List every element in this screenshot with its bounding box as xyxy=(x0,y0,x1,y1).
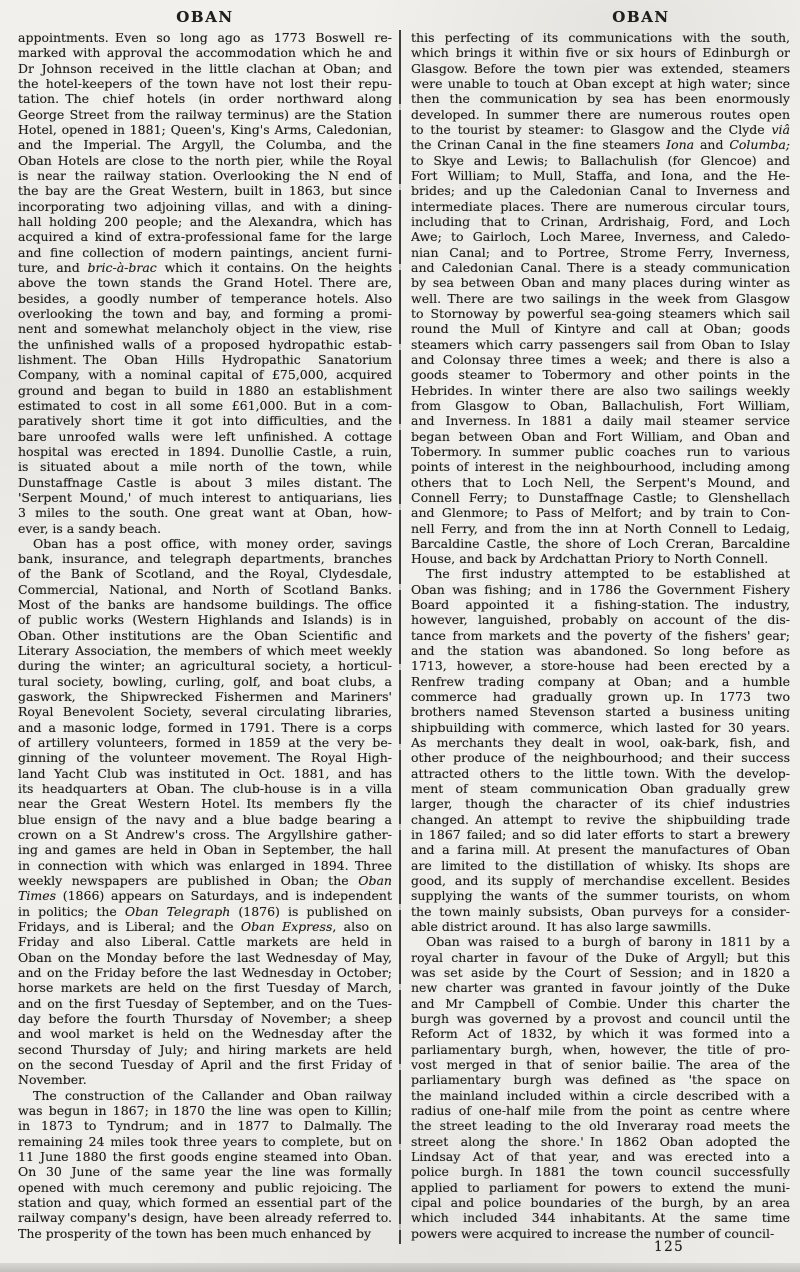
text-line: other produce of the neighbourhood; and their success xyxy=(411,750,790,766)
text-line: Dunstaffnage Castle is about 3 miles distant. The xyxy=(18,474,392,490)
text-line: Fort William; to Mull, Staffa, and Iona, and the He- xyxy=(411,167,790,183)
text-line: attracted others to the little town. With the develop- xyxy=(411,765,790,781)
text-line: powers were acquired to increase the number of council- xyxy=(411,1225,775,1241)
text-line: of the Bank of Scotland, and the Royal, Clydesdale, xyxy=(18,566,392,582)
text-line: tation. The chief hotels (in order northward along xyxy=(18,91,392,107)
text-line: cipal and police boundaries of the burgh, by an area xyxy=(411,1194,790,1210)
paragraph xyxy=(18,30,392,536)
text-line: Glasgow. Before the town pier was extended, steamers xyxy=(411,60,790,76)
text-line: which included 344 inhabitants. At the same time xyxy=(411,1210,790,1226)
text-line: nent and somewhat melancholy object in the view, rise xyxy=(18,321,392,337)
text-line: well. There are two sailings in the week from Glasgow xyxy=(411,290,790,306)
text-line: however, languished, probably on account of the dis- xyxy=(411,612,790,628)
text-line: land Yacht Club was instituted in Oct. 1881, and has xyxy=(18,765,392,781)
text-line: supplying the wants of the summer tourists, on whom xyxy=(411,888,790,904)
text-line: remaining 24 miles took three years to complete, but on xyxy=(18,1133,392,1149)
text-line: and on the first Tuesday of September, and on the Tues- xyxy=(18,995,392,1011)
text-line: The first industry attempted to be established at xyxy=(426,566,790,582)
right-column xyxy=(411,30,790,1241)
text-line: Hebrides. In winter there are also two sailings weekly xyxy=(411,382,790,398)
text-line: opened with much ceremony and public rejoicing. The xyxy=(18,1179,392,1195)
column-divider xyxy=(399,30,401,1244)
text-line: hospital was erected in 1894. Dunollie Castle, a ruin, xyxy=(18,443,392,459)
text-line: Literary Association, the members of which meet weekly xyxy=(18,643,392,659)
text-line: the town mainly subsists, Oban purveys for a consider- xyxy=(411,903,790,919)
text-line: of artillery volunteers, formed in 1859 at the very be- xyxy=(18,735,392,751)
text-line: the Crinan Canal in the fine steamers Iona and Columba; xyxy=(411,137,790,153)
text-line: its headquarters at Oban. The club-house is in a villa xyxy=(18,781,392,797)
text-line: besides, a goodly number of temperance hotels. Also xyxy=(18,290,392,306)
text-line: and Colonsay three times a week; and there is also a xyxy=(411,351,790,367)
text-line: hall holding 200 people; and the Alexandra, which has xyxy=(18,213,392,229)
text-line: Friday and also Liberal. Cattle markets are held in xyxy=(18,934,392,950)
text-line: applied to parliament for powers to extend the muni- xyxy=(411,1179,790,1195)
text-line: and on the Friday before the last Wednesday in October; xyxy=(18,965,392,981)
text-line: radius of one-half mile from the point as centre where xyxy=(411,1102,790,1118)
text-line: Times (1866) appears on Saturdays, and is independent xyxy=(18,888,392,904)
text-line: vost merged in that of senior bailie. The area of the xyxy=(411,1056,790,1072)
text-line: in connection with which was enlarged in 1894. Three xyxy=(18,857,392,873)
text-line: 11 June 1880 the first goods engine steamed into Oban. xyxy=(18,1148,392,1164)
text-line: day before the fourth Thursday of November; a sheep xyxy=(18,1011,392,1026)
text-line: ever, is a sandy beach. xyxy=(18,520,162,536)
text-line: good, and its supply of merchandise excellent. Besides xyxy=(411,873,790,889)
text-line: nian Canal; and to Portree, Strome Ferry, Inverness, xyxy=(411,244,790,260)
text-line: police burgh. In 1881 the town council successfully xyxy=(411,1164,790,1180)
text-line: to Stornoway by powerful sea-going steamers which sail xyxy=(411,305,790,321)
text-line: from Glasgow to Oban, Ballachulish, Fort William, xyxy=(411,397,790,413)
text-line: was begun in 1867; in 1870 the line was open to Killin; xyxy=(18,1102,392,1118)
paragraph xyxy=(411,566,790,934)
text-line: in 1867 failed; and so did later efforts to start a brewery xyxy=(411,827,790,843)
text-line: street along the shore.' In 1862 Oban adopted the xyxy=(411,1133,790,1149)
text-line: tance from markets and the poverty of the fishers' gear; xyxy=(411,627,790,643)
text-line: and a masonic lodge, formed in 1791. There is a corps xyxy=(18,719,392,735)
text-line: and Glenmore; to Pass of Melfort; and by train to Con- xyxy=(411,505,790,521)
text-line: above the town stands the Grand Hotel. There are, xyxy=(18,275,392,291)
text-line: ture, and bric-à-brac which it contains. On the heights xyxy=(18,259,392,275)
left-column xyxy=(18,30,392,1241)
text-line: and fine collection of modern paintings, ancient furni- xyxy=(18,244,392,260)
text-line: George Street from the railway terminus) are the Station xyxy=(18,106,392,122)
text-line: Fridays, and is Liberal; and the Oban Express, also on xyxy=(18,919,392,935)
text-line: is situated about a mile north of the town, while xyxy=(18,459,392,475)
text-line: to Skye and Lewis; to Ballachulish (for Glencoe) and xyxy=(411,152,790,168)
text-line: horse markets are held on the first Tuesday of March, xyxy=(18,980,392,996)
text-line: Oban was raised to a burgh of barony in 1811 by a xyxy=(426,934,790,950)
text-line: and the Imperial. The Argyll, the Columba, and the xyxy=(18,137,392,153)
text-line: and the station was abandoned. So long before as xyxy=(411,643,790,659)
text-line: 3 miles to the south. One great want at Oban, how- xyxy=(18,505,392,521)
text-line: The prosperity of the town has been much enhanced by xyxy=(18,1225,372,1241)
text-line: brides; and up the Caledonian Canal to Inverness and xyxy=(411,183,790,199)
text-line: marked with approval the accommodation which he and xyxy=(18,45,392,61)
text-line: Tobermory. In summer public coaches run to various xyxy=(411,443,790,459)
scan-edge-shadow xyxy=(0,1263,800,1272)
text-line: of public works (Western Highlands and Islands) is in xyxy=(18,612,392,628)
paragraph xyxy=(18,1088,392,1241)
text-line: and a farina mill. At present the manufactures of Oban xyxy=(411,842,790,858)
text-line: crown on a St Andrew's cross. The Argyllshire gather- xyxy=(18,827,392,843)
text-line: then the communication by sea has been enormously xyxy=(411,91,790,107)
text-line: developed. In summer there are numerous routes open xyxy=(411,106,790,122)
text-line: lishment. The Oban Hills Hydropathic Sanatorium xyxy=(18,351,392,367)
text-line: larger, though the character of its chief industries xyxy=(411,796,790,812)
text-line: the bay are the Great Western, built in 1863, but since xyxy=(18,183,392,199)
text-line: royal charter in favour of the Duke of Argyll; but this xyxy=(411,949,790,965)
text-line: Hotel, opened in 1881; Queen's, King's Arms, Caledonian, xyxy=(18,121,392,137)
text-line: estimated to cost in all some £61,000. But in a com- xyxy=(18,397,392,413)
text-line: and wool market is held on the Wednesday after the xyxy=(18,1026,392,1042)
text-line: Oban Hotels are close to the north pier, while the Royal xyxy=(18,152,392,168)
text-line: station and quay, which formed an essential part of the xyxy=(18,1194,392,1210)
text-line: was set aside by the Court of Session; and in 1820 a xyxy=(411,965,790,981)
text-line: Dr Johnson received in the little clachan at Oban; and xyxy=(18,60,392,76)
text-line: is near the railway station. Overlooking the N end of xyxy=(18,167,392,183)
text-line: round the Mull of Kintyre and call at Oban; goods xyxy=(411,321,790,337)
text-line: by sea between Oban and many places during winter as xyxy=(411,275,790,291)
text-line: ginning of the volunteer movement. The Royal High- xyxy=(18,750,392,766)
page-number: 125 xyxy=(654,1239,685,1255)
text-line: points of interest in the neighbourhood, including among xyxy=(411,459,790,475)
text-line: bare unroofed walls were left unfinished. A cottage xyxy=(18,428,392,444)
text-line: nell Ferry, and from the inn at North Connell to Ledaig, xyxy=(411,520,790,536)
text-line: Connell Ferry; to Dunstaffnage Castle; to Glenshellach xyxy=(411,489,790,505)
text-line: to the tourist by steamer: to Glasgow and the Clyde viâ xyxy=(411,121,790,137)
text-line: Reform Act of 1832, by which it was formed into a xyxy=(411,1026,790,1042)
text-line: the mainland included within a circle described with a xyxy=(411,1087,790,1103)
text-line: shipbuilding with commerce, which lasted for 30 years. xyxy=(411,719,790,735)
text-line: House, and back by Ardchattan Priory to North Connell. xyxy=(411,551,769,567)
text-line: Oban. Other institutions are the Oban Scientific and xyxy=(18,627,392,643)
text-line: the unfinished walls of a proposed hydropathic estab- xyxy=(18,336,392,352)
text-line: and Inverness. In 1881 a daily mail steamer service xyxy=(411,413,790,429)
text-line: Company, with a nominal capital of £75,000, acquired xyxy=(18,367,392,383)
text-line: changed. An attempt to revive the shipbuilding trade xyxy=(411,811,790,827)
text-line: Commercial, National, and North of Scotland Banks. xyxy=(18,581,392,597)
text-line: appointments. Even so long ago as 1773 Boswell re- xyxy=(18,30,392,45)
text-line: during the winter; an agricultural society, a horticul- xyxy=(18,658,392,674)
text-line: Lindsay Act of that year, and was erected into a xyxy=(411,1148,790,1164)
text-line: on the second Tuesday of April and the first Friday of xyxy=(18,1056,392,1072)
text-line: Awe; to Gairloch, Loch Maree, Inverness, and Caledo- xyxy=(411,229,790,245)
text-line: paratively short time it got into difficulties, and the xyxy=(18,413,392,429)
text-line: The construction of the Callander and Oban railway xyxy=(33,1087,392,1103)
text-line: Oban has a post office, with money order, savings xyxy=(33,535,392,551)
text-line: On 30 June of the same year the line was formally xyxy=(18,1164,392,1180)
text-line: ing and games are held in Oban in September, the hall xyxy=(18,842,392,858)
text-line: blue ensign of the navy and a blue badge bearing a xyxy=(18,811,392,827)
paragraph xyxy=(18,536,392,1088)
text-line: 'Serpent Mound,' of much interest to antiquarians, lies xyxy=(18,489,392,505)
text-line: near the Great Western Hotel. Its members fly the xyxy=(18,796,392,812)
text-line: bank, insurance, and telegraph departments, branches xyxy=(18,551,392,567)
text-line: commerce had gradually grown up. In 1773 two xyxy=(411,689,790,705)
text-line: Barcaldine Castle, the shore of Loch Creran, Barcaldine xyxy=(411,535,790,551)
text-line: railway company's design, have been already referred to. xyxy=(18,1210,392,1226)
text-line: weekly newspapers are published in Oban; the Oban xyxy=(18,873,392,889)
text-line: able district around. It has also large sawmills. xyxy=(411,919,712,935)
text-line: Most of the banks are handsome buildings. The office xyxy=(18,597,392,613)
text-line: began between Oban and Fort William, and Oban and xyxy=(411,428,790,444)
text-line: November. xyxy=(18,1072,87,1088)
text-line: and Caledonian Canal. There is a steady communication xyxy=(411,259,790,275)
text-line: the street leading to the old Inveraray road meets the xyxy=(411,1118,790,1134)
text-line: parliamentary burgh, when, however, the title of pro- xyxy=(411,1041,790,1057)
text-line: including that to Crinan, Ardrishaig, Ford, and Loch xyxy=(411,213,790,229)
text-line: Oban on the Monday before the last Wednesday of May, xyxy=(18,949,392,965)
text-line: which brings it within five or six hours of Edinburgh or xyxy=(411,45,790,61)
text-line: this perfecting of its communications with the south, xyxy=(411,30,790,45)
text-line: others that to Loch Nell, the Serpent's Mound, and xyxy=(411,474,790,490)
text-line: were unable to touch at Oban except at high water; since xyxy=(411,75,790,91)
text-line: gaswork, the Shipwrecked Fishermen and Mariners' xyxy=(18,689,392,705)
text-line: Board appointed it a fishing-station. The industry, xyxy=(411,597,790,613)
text-line: incorporating two adjoining villas, and with a dining- xyxy=(18,198,392,214)
paragraph xyxy=(411,934,790,1241)
text-line: As merchants they dealt in wool, oak-bark, fish, and xyxy=(411,735,790,751)
text-line: steamers which carry passengers sail from Oban to Islay xyxy=(411,336,790,352)
text-line: Royal Benevolent Society, several circulating libraries, xyxy=(18,704,392,720)
text-line: burgh was governed by a provost and council until the xyxy=(411,1011,790,1026)
text-line: ground and began to build in 1880 an establishment xyxy=(18,382,392,398)
text-line: are limited to the distillation of whisky. Its shops are xyxy=(411,857,790,873)
text-line: the hotel-keepers of the town have not lost their repu- xyxy=(18,75,392,91)
text-line: in politics; the Oban Telegraph (1876) is published on xyxy=(18,903,392,919)
text-line: in 1873 to Tyndrum; and in 1877 to Dalmally. The xyxy=(18,1118,392,1134)
text-line: intermediate places. There are numerous circular tours, xyxy=(411,198,790,214)
text-line: overlooking the town and bay, and forming a promi- xyxy=(18,305,392,321)
text-line: 1713, however, a store-house had been erected by a xyxy=(411,658,790,674)
text-line: goods steamer to Tobermory and other points in the xyxy=(411,367,790,383)
text-line: second Thursday of July; and hiring markets are held xyxy=(18,1041,392,1057)
running-head-right: OBAN xyxy=(612,8,670,26)
text-line: brothers named Stevenson started a business uniting xyxy=(411,704,790,720)
text-line: new charter was granted in favour jointly of the Duke xyxy=(411,980,790,996)
text-line: Oban was fishing; and in 1786 the Government Fishery xyxy=(411,581,790,597)
text-line: ment of steam communication Oban gradually grew xyxy=(411,781,790,797)
running-head-left: OBAN xyxy=(176,8,234,26)
paragraph xyxy=(411,30,790,566)
text-line: acquired a kind of extra-professional fame for the large xyxy=(18,229,392,245)
text-line: tural society, bowling, curling, golf, and boat clubs, a xyxy=(18,673,392,689)
text-line: and Mr Campbell of Combie. Under this charter the xyxy=(411,995,790,1011)
text-line: Renfrew trading company at Oban; and a humble xyxy=(411,673,790,689)
text-line: parliamentary burgh was defined as 'the space on xyxy=(411,1072,790,1088)
